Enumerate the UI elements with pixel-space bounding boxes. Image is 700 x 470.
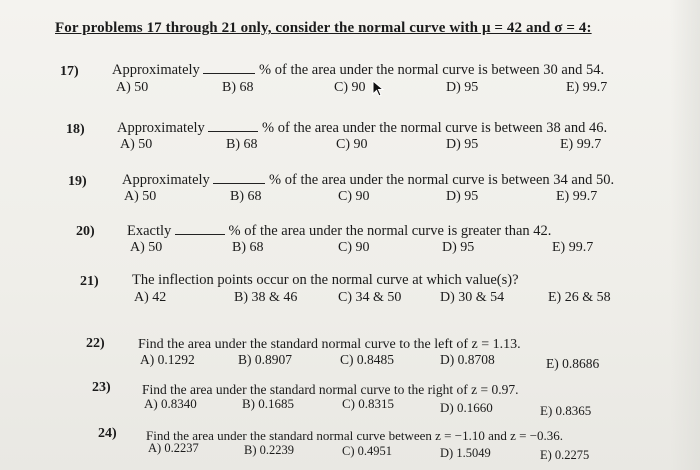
question-post: % of the area under the normal curve is between 30 and 54.: [259, 62, 605, 78]
choice-d: D) 95: [446, 189, 479, 204]
choice-c: C) 0.8315: [342, 396, 394, 411]
choice-b: B) 68: [226, 137, 258, 152]
problem-number: 20): [76, 224, 95, 239]
answer-blank: [203, 61, 255, 74]
question-text: [142, 382, 519, 398]
mouse-pointer-icon: [371, 80, 385, 98]
question-text: [112, 61, 604, 79]
answer-blank: [175, 222, 225, 235]
choice-b: B) 68: [230, 189, 262, 204]
choice-b: B) 0.2239: [244, 443, 294, 457]
question-post: % of the area under the normal curve is greater than 42.: [228, 223, 552, 239]
choice-e: E) 99.7: [552, 240, 594, 255]
problem-number: 24): [98, 426, 117, 441]
choice-e: E) 99.7: [566, 80, 608, 95]
choice-d: D) 95: [442, 240, 475, 255]
problem-number: 19): [68, 174, 87, 189]
choice-c: C) 34 & 50: [338, 290, 402, 305]
question-text: [117, 119, 607, 137]
choice-a: A) 50: [120, 137, 153, 152]
question-pre: The inflection points occur on the normal curve at which value(s)?: [132, 272, 519, 288]
question-text: [127, 222, 551, 240]
problem-number: 21): [80, 274, 99, 289]
question-pre: Approximately: [117, 120, 205, 136]
question-text: [132, 272, 519, 289]
problem-number: 22): [86, 336, 105, 351]
question-pre: Exactly: [127, 223, 172, 239]
question-pre: Find the area under the standard normal curve to the right of z = 0.97.: [142, 382, 519, 397]
choice-e: E) 0.8686: [546, 356, 600, 371]
choice-a: A) 50: [116, 80, 149, 95]
choice-d: D) 30 & 54: [440, 290, 505, 305]
choice-c: C) 0.4951: [342, 444, 392, 458]
answer-blank: [213, 171, 265, 184]
choice-e: E) 0.2275: [540, 448, 590, 462]
choice-e: E) 26 & 58: [548, 290, 611, 305]
choice-b: B) 0.1685: [242, 396, 294, 411]
choice-a: A) 0.8340: [144, 396, 197, 411]
problem-number: 18): [66, 122, 85, 137]
choice-c: C) 90: [336, 137, 368, 152]
question-text: [122, 171, 614, 189]
choice-e: E) 99.7: [556, 189, 598, 204]
question-post: % of the area under the normal curve is between 38 and 46.: [262, 120, 608, 136]
choice-d: D) 0.8708: [440, 352, 495, 367]
choice-c: C) 90: [338, 189, 370, 204]
choice-a: A) 0.2237: [148, 441, 199, 455]
choice-b: B) 68: [222, 80, 254, 95]
question-pre: Find the area under the standard normal curve between z = −1.10 and z = −0.36.: [146, 428, 564, 443]
question-text: [138, 337, 521, 353]
question-pre: Approximately: [112, 62, 200, 78]
problem-number: 23): [92, 380, 111, 395]
choice-c: C) 90: [338, 240, 370, 255]
choice-a: A) 50: [124, 189, 157, 204]
choice-d: D) 0.1660: [440, 400, 493, 415]
question-post: % of the area under the normal curve is between 34 and 50.: [269, 172, 615, 188]
choice-c: C) 0.8485: [340, 352, 394, 367]
question-pre: Find the area under the standard normal curve to the left of z = 1.13.: [138, 337, 521, 352]
choice-b: B) 68: [232, 240, 264, 255]
problems-header: For problems 17 through 21 only, consider the normal curve with μ = 42 and σ = 4:: [55, 20, 592, 36]
problem-number: 17): [60, 64, 79, 79]
choice-e: E) 99.7: [560, 137, 602, 152]
choice-e: E) 0.8365: [540, 403, 592, 418]
choice-a: A) 50: [130, 240, 163, 255]
choice-d: D) 95: [446, 80, 479, 95]
choice-d: D) 95: [446, 137, 479, 152]
choice-d: D) 1.5049: [440, 446, 491, 460]
question-text: [146, 428, 563, 444]
question-pre: Approximately: [122, 172, 210, 188]
choice-b: B) 38 & 46: [234, 290, 298, 305]
choice-a: A) 0.1292: [140, 352, 195, 367]
answer-blank: [208, 119, 258, 132]
choice-b: B) 0.8907: [238, 352, 292, 367]
page-edge-shadow: [670, 0, 700, 470]
choice-a: A) 42: [134, 290, 167, 305]
choice-c: C) 90: [334, 80, 366, 95]
